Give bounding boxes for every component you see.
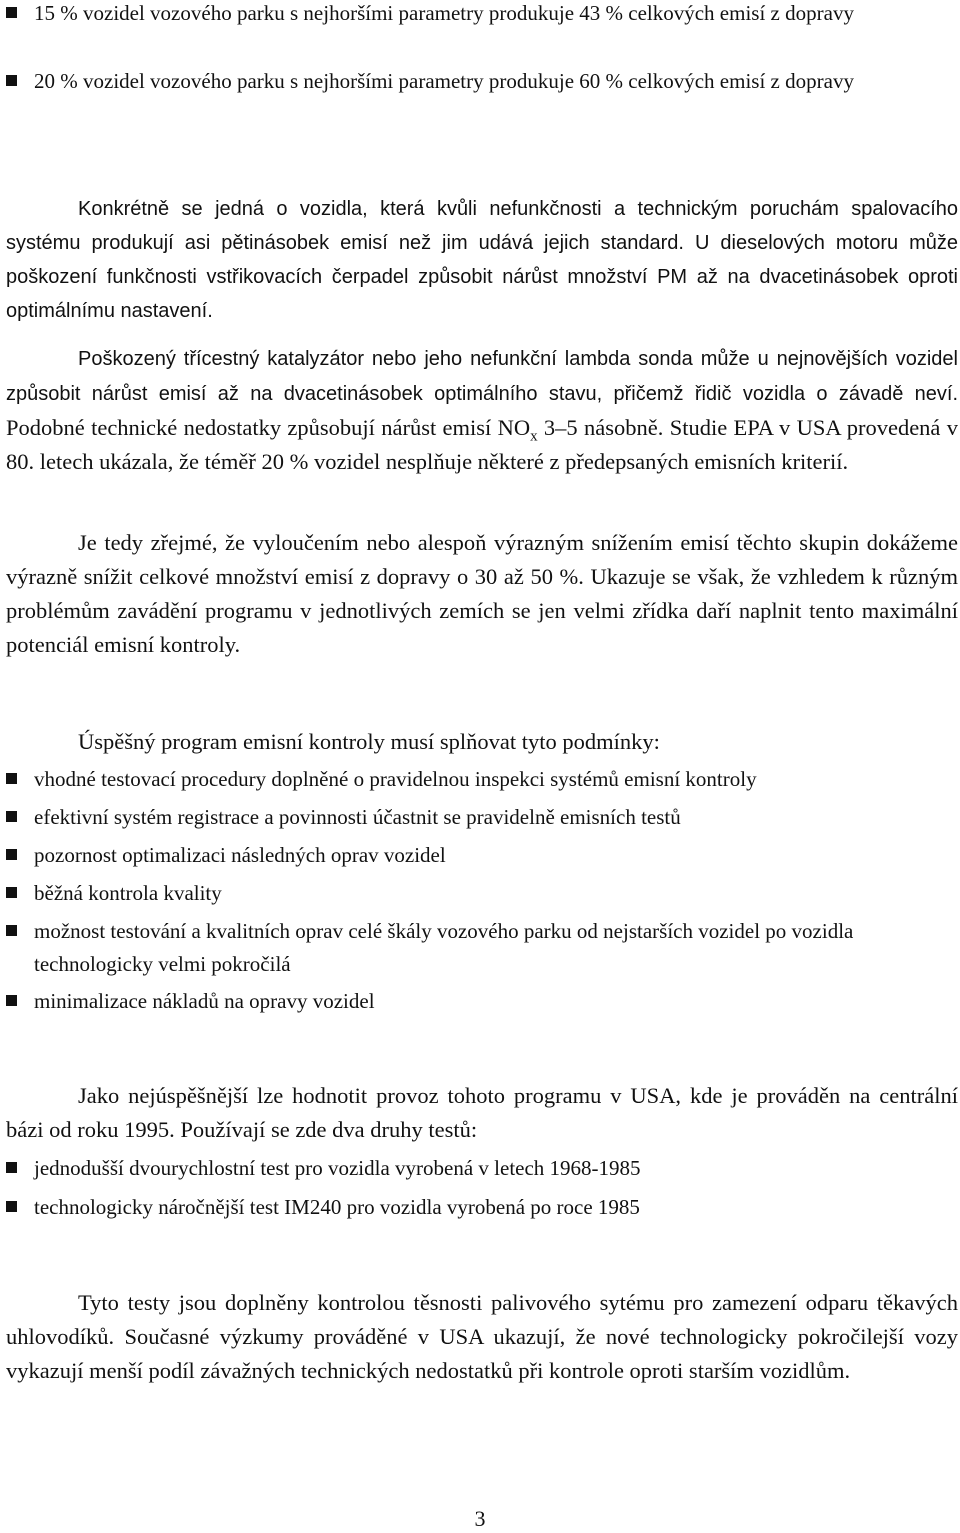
list-item: minimalizace nákladů na opravy vozidel [6, 985, 958, 1018]
list-item: pozornost optimalizaci následných oprav vozidel [6, 839, 958, 872]
list-item: 20 % vozidel vozového parku s nejhoršími parametry produkuje 60 % celkových emisí z dopravy [6, 65, 958, 98]
list-item: 15 % vozidel vozového parku s nejhoršími parametry produkuje 43 % celkových emisí z dopravy [6, 0, 958, 30]
paragraph: Poškozený třícestný katalyzátor nebo jeho nefunkční lambda sonda může u nejnovějších vozidel způsobit nárůst emisí až na dvacetinásobek optimálního stavu, přičemž řidič vozidla o závadě neví. Podobné technické nedostatky způsobují nárůst emisí $NO_x$ 3–5 násobně. Studie EPA v USA provedená v 80. letech ukázala, že téměř 20 % vozidel nesplňuje některé z předepsaných emisních kriterií. [6, 348, 958, 474]
square-bullet-icon [6, 849, 17, 860]
paragraph: Je tedy zřejmé, že vyloučením nebo alespoň výrazným snížením emisí těchto skupin dokážeme výrazně snížit celkové množství emisí z dopravy o 30 až 50 %. Ukazuje se však, že vzhledem k různým problémům zavádění programu v jednotlivých zemích se jen velmi zřídka daří naplnit tento maximální potenciál emisní kontroly. [6, 530, 958, 657]
square-bullet-icon [6, 1162, 17, 1173]
list-item: technologicky náročnější test IM240 pro vozidla vyrobená po roce 1985 [6, 1191, 958, 1224]
square-bullet-icon [6, 7, 17, 18]
square-bullet-icon [6, 75, 17, 86]
square-bullet-icon [6, 887, 17, 898]
list-item: běžná kontrola kvality [6, 877, 958, 910]
square-bullet-icon [6, 811, 17, 822]
list-item: efektivní systém registrace a povinnosti účastnit se pravidelně emisních testů [6, 801, 958, 834]
square-bullet-icon [6, 925, 17, 936]
page-number: 3 [474, 1506, 486, 1531]
list-item: vhodné testovací procedury doplněné o pravidelnou inspekci systémů emisní kontroly [6, 763, 958, 796]
paragraph: Tyto testy jsou doplněny kontrolou těsnosti palivového sytému pro zamezení odparu těkavých uhlovodíků. Současné výzkumy prováděné v USA ukazují, že nové technologicky pokročilejší vozy vykazují menší podíl závažných technických nedostatků při kontrole oproti starším vozidlům. [6, 1290, 958, 1383]
square-bullet-icon [6, 773, 17, 784]
section-heading: Úspěšný program emisní kontroly musí splňovat tyto podmínky: [78, 729, 660, 754]
square-bullet-icon [6, 995, 17, 1006]
square-bullet-icon [6, 1201, 17, 1212]
paragraph: Jako nejúspěšnější lze hodnotit provoz tohoto programu v USA, kde je prováděn na centrální bázi od roku 1995. Používají se zde dva druhy testů: [6, 1083, 958, 1142]
list-item: jednodušší dvourychlostní test pro vozidla vyrobená v letech 1968-1985 [6, 1152, 958, 1185]
paragraph: Konkrétně se jedná o vozidla, která kvůli nefunkčnosti a technickým poruchám spalovacího systému produkují asi pětinásobek emisí než jim udává jejich standard. U dieselových motoru může poškození funkčnosti vstřikovacích čerpadel způsobit nárůst množství PM až na dvacetinásobek oproti optimálnímu nastavení. [6, 198, 958, 322]
list-item: možnost testování a kvalitních oprav celé škály vozového parku od nejstarších vozidel po vozidla technologicky velmi pokročilá [6, 915, 958, 981]
